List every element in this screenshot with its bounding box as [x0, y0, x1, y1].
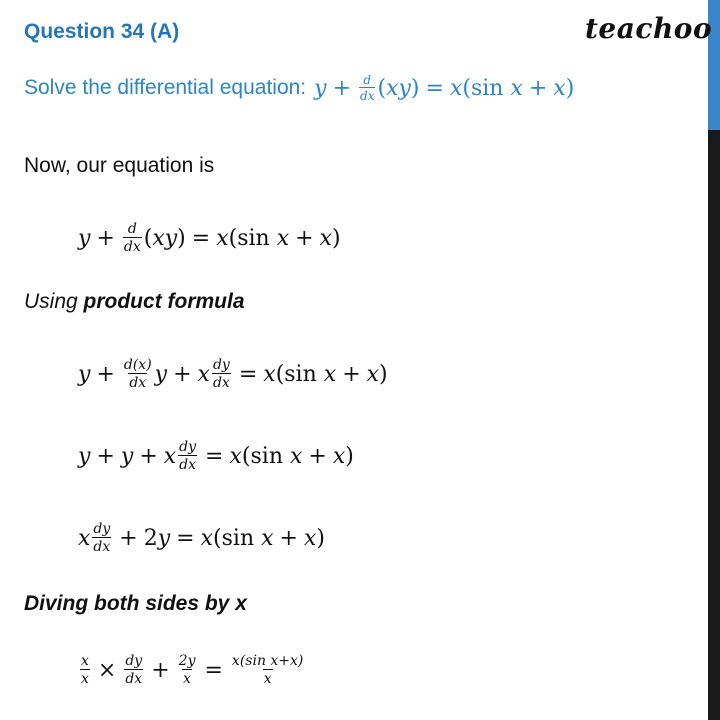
question-prefix: Solve the differential equation:: [24, 76, 307, 99]
teachoo-logo: teachoo: [585, 12, 713, 45]
equation-combined: x $\frac{dy}{dx}$ + 2 y = x (sin x + x ): [78, 521, 325, 555]
intro-text: Now, our equation is: [24, 154, 215, 177]
using-text: Using: [24, 290, 84, 313]
question-statement: [24, 74, 574, 102]
scroll-track-dark: [708, 130, 720, 720]
question-equation: y + $\frac{d}{dx}$ ( xy ) = x (sin x + x ): [314, 73, 575, 103]
equation-original: y + $\frac{d}{dx}$ ( xy ) = x (sin x + x ): [78, 221, 341, 255]
equation-simplified: y + y + x $\frac{dy}{dx}$ = x (sin x + x ): [78, 439, 354, 473]
question-title: Question 34 (A): [24, 20, 180, 43]
product-formula-text: product formula: [83, 290, 245, 313]
equation-divided: $\frac{x}{x}$ × $\frac{dy}{dx}$ + $\frac{2y}{x}$ = $\frac{\text{x(sin x+x)}}{x}$: [81, 653, 304, 687]
divide-note: Diving both sides by x: [24, 592, 247, 615]
equation-product-rule: y + $\frac{d(x)}{dx}$ y + x $\frac{dy}{dx}$ = x (sin x + x ): [78, 357, 388, 391]
product-formula-note: [24, 290, 245, 314]
